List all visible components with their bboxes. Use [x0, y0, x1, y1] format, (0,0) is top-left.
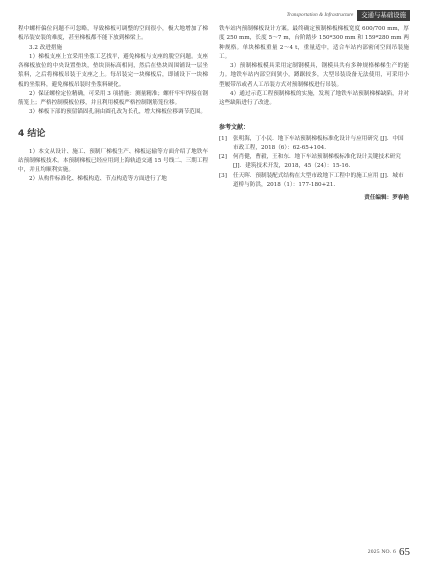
reference-item: [219, 153, 409, 172]
reference-item: [219, 135, 409, 154]
continued-paragraph: 铁车站内预制梯板设计方案。最终确定预制梯板梯板宽度 600/700 mm，厚度 250 mm，长度 5～7 m，台阶踏步 150*300 mm 和 159*280 mm 两种规格。单块梯板重量 2～4 t，重量适中，适合车站内部密闭空间吊装施工。: [219, 26, 409, 60]
intro-paragraph: 程中螺杆偏位问题不可忽略，导致梯板可调整的空间很小，极大地增加了梯板吊装安装的难度，甚至梯板都不能下放到梯梁上。: [18, 26, 208, 42]
measure-item-3: 3）梯板下部的预留锚固孔洞由圆孔改为长孔，增大梯板位移调节范围。: [29, 109, 206, 116]
page-number: 65: [399, 546, 410, 558]
reference-number: [3]: [219, 172, 227, 179]
header-section-tag: 交通与基础设施: [357, 10, 410, 21]
measure-item-2: 2）保证螺栓定位精确，可采用 3 项措施：测量精准；螺杆牢牢焊接在钢筋笼上；严格控制模板位移，并且利用模板严格控制钢筋笼位移。: [18, 90, 208, 106]
reference-item: [219, 172, 409, 191]
conclusion-heading: 4 结论: [18, 128, 46, 139]
measure-item-1: 1）梯板支座上宜采用坐浆工艺找平，避免梯板与支座的脱空问题。支座各梯板放位的中央设置垫块，垫块顶标高相同，然后在垫块周围铺设一层坐浆料，之后将梯板吊装于支座之上。每吊装完一块梯板后，即铺设下一块梯板的坐浆料，避免梯板吊装时坐浆料硬化。: [18, 53, 208, 88]
header-english-title: Transportation & Infrastructure: [286, 12, 354, 18]
running-header: [287, 9, 410, 21]
conclusion-item-1: 1）本文从设计、施工、预制厂梯板生产、梯板运输等方面介绍了地铁车站预制梯板技术。本预制梯板已经应用到上海轨道交通 15 号线二、三期工程中，并且均顺利实施。: [18, 148, 208, 173]
conclusion-item-2: 2）从构件标准化、梯板构造、节点构造等方面进行了地: [29, 176, 167, 183]
reference-number: [1]: [219, 135, 227, 142]
responsible-editor: 责任编辑：罗春艳: [364, 195, 409, 201]
references-heading: 参考文献：: [219, 124, 250, 132]
reference-text: 张明海，丁小民．地下车站预制梯板标准化设计与应用研究 [J]．中国市政工程，2018（6）：62-65+104.: [233, 135, 404, 151]
right-column: [219, 25, 409, 203]
reference-text: 何肖健，曹毅，王和东．地下车站预制梯板标准化设计关键技术研究 [J]．建筑技术开发，2018，45（24）：15-16.: [233, 154, 401, 170]
page-footer: [368, 546, 410, 558]
conclusion-item-3: 3）预制梯板模具采用定制钢模具，钢模具共有多种规格梯梯生产的能力。地铁车站内部空间狭小，蹲踞较多，大型吊装设备无法使用，可采用小型履带吊或者人工吊装方式对预制梯板进行吊装。: [219, 63, 409, 88]
reference-number: [2]: [219, 154, 227, 160]
left-column: [18, 25, 208, 185]
issue-label: 2025 NO. 6: [367, 549, 396, 555]
conclusion-item-4: 4）通过示范工程预制梯板的实施，发现了地铁车站预制梯梯缺陷，并对这些缺陷进行了改进。: [219, 90, 409, 106]
subsection-heading: 3.2 改进措施: [29, 44, 63, 51]
reference-text: 任天晖．预制装配式结构在大型市政地下工程中的施工应用 [J]．城市道桥与防洪，2018（1）：177-180+21.: [233, 172, 404, 188]
